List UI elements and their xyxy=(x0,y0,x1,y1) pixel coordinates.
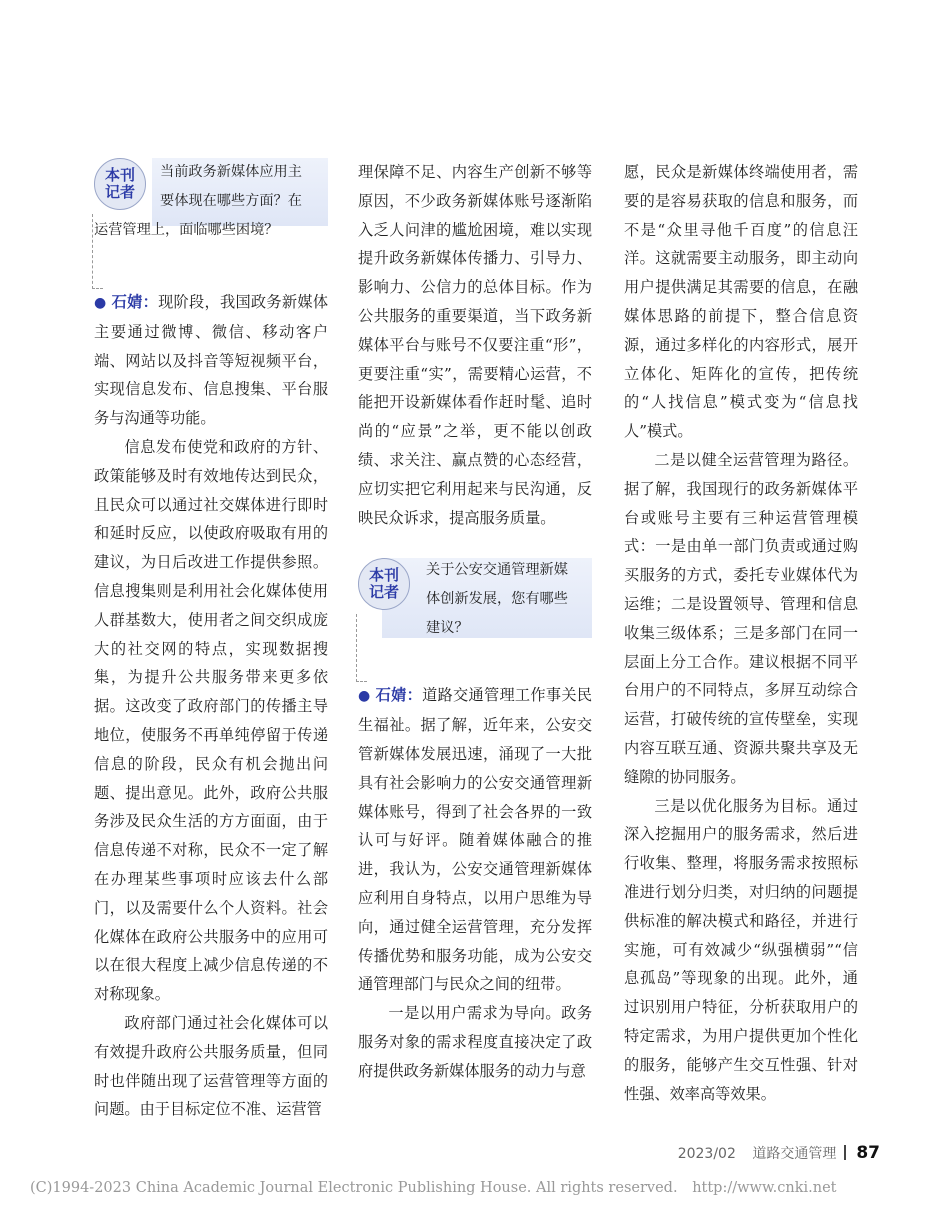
question-line: 体创新发展，您有哪些 xyxy=(426,591,568,608)
answer-paragraph xyxy=(358,681,592,999)
question-line: 要体现在哪些方面？在 xyxy=(160,192,302,209)
body-paragraph: 政府部门通过社会化媒体可以有效提升政府公共服务质量，但同时也伴随出现了运营管理等方面的问题。由于目标定位不准、运营管 xyxy=(94,1013,328,1119)
question-text xyxy=(358,556,592,642)
column-1 xyxy=(94,158,328,1124)
bullet-icon: ● xyxy=(94,295,107,311)
answer-text: 现阶段，我国政务新媒体主要通过微博、微信、移动客户端、网站以及抖音等短视频平台，实现信息发布、信息搜集、平台服务与沟通等功能。 xyxy=(94,293,329,428)
footer-divider xyxy=(844,1145,846,1160)
column-3 xyxy=(624,158,858,1108)
issue-number: 2023/02 xyxy=(677,1146,736,1162)
reporter-badge: 本刊 记者 xyxy=(94,158,146,210)
body-paragraph: 愿，民众是新媒体终端使用者，需要的是容易获取的信息和服务，而不是“众里寻他千百度”的信息汪洋。这就需要主动服务，即主动向用户提供满足其需要的信息，在融媒体思路的前提下，整合信息资源，通过多样化的内容形式，展开立体化、矩阵化的宣传，把传统的“人找信息”模式变为“信息找人”模式。 xyxy=(624,163,858,441)
question-line: 关于公安交通管理新媒 xyxy=(426,562,568,579)
bullet-icon: ● xyxy=(358,688,371,705)
answer-text: 道路交通管理工作事关民生福祉。据了解，近年来，公安交管新媒体发展迅速，涌现了一大批具有社会影响力的公安交通管理新媒体账号，得到了社会各界的一致认可与好评。随着媒体融合的推进，我认为，公安交通管理新媒体应利用自身特点，以用户思维为导向，通过健全运营管理，充分发挥传播优势和服务功能，成为公安交通管理部门与民众之间的纽带。 xyxy=(358,686,593,994)
body-paragraph: 理保障不足、内容生产创新不够等原因，不少政务新媒体账号逐渐陷入乏人问津的尴尬困境，难以实现提升政务新媒体传播力、引导力、影响力、公信力的总体目标。作为公共服务的重要渠道，当下政务新媒体平台与账号不仅要注重“形”，更要注重“实”，需要精心运营，不能把开设新媒体看作赶时髦、追时尚的“应景”之举，更不能以创政绩、求关注、赢点赞的心态经营，应切实把它利用起来与民沟通，反映民众诉求，提高服务质量。 xyxy=(358,163,592,527)
interview-question-2 xyxy=(358,546,592,681)
question-line: 当前政务新媒体应用主 xyxy=(160,164,302,180)
body-paragraph: 一是以用户需求为导向。政务服务对象的需求程度直接决定了政府提供政务新媒体服务的动力与意 xyxy=(358,1004,592,1080)
interview-question-1 xyxy=(94,158,328,288)
connector-line xyxy=(92,214,103,289)
question-line: 建议？ xyxy=(426,619,469,636)
page-footer xyxy=(678,1143,880,1163)
copyright-text: (C)1994-2023 China Academic Journal Electronic Publishing House. All rights reserved. xyxy=(30,1180,678,1196)
body-paragraph: 信息发布使党和政府的方针、政策能够及时有效地传达到民众，且民众可以通过社交媒体进行即时和延时反应，以使政府吸取有用的建议，为日后改进工作提供参照。信息搜集则是利用社会化媒体使用人群基数大，使用者之间交织成庞大的社交网的特点，实现数据搜集，为提升公共服务带来更多依据。这改变了政府部门的传播主导地位，使服务不再单纯停留于传递信息的阶段，民众有机会抛出问题、提出意见。此外，政府公共服务涉及民众生活的方方面面，由于信息传递不对称，民众不一定了解在办理某些事项时应该去什么部门，以及需要什么个人资料。社会化媒体在政府公共服务中的应用可以在很大程度上减少信息传递的不对称现象。 xyxy=(94,437,328,1004)
column-2 xyxy=(358,158,592,1086)
copyright-url[interactable]: http://www.cnki.net xyxy=(692,1180,837,1196)
question-line: 运营管理上，面临哪些困境？ xyxy=(94,221,279,238)
answer-paragraph xyxy=(94,288,328,433)
question-text xyxy=(94,158,328,244)
answer-speaker: 石婧： xyxy=(111,293,159,311)
copyright-notice xyxy=(30,1180,930,1196)
journal-name: 道路交通管理 xyxy=(752,1146,837,1162)
answer-speaker: 石婧： xyxy=(375,686,423,705)
body-paragraph: 二是以健全运营管理为路径。据了解，我国现行的政务新媒体平台或账号主要有三种运营管理模式：一是由单一部门负责或通过购买服务的方式，委托专业媒体代为运维；二是设置领导、管理和信息收集三级体系；三是多部门在同一层面上分工合作。建议根据不同平台用户的不同特点，多屏互动综合运营，打破传统的宣传壁垒，实现内容互联互通、资源共聚共享及无缝隙的协同服务。 xyxy=(624,450,858,786)
page-number: 87 xyxy=(856,1143,880,1163)
body-paragraph: 三是以优化服务为目标。通过深入挖掘用户的服务需求，然后进行收集、整理，将服务需求按照标准进行划分归类，对归纳的问题提供标准的解决模式和路径，并进行实施，可有效减少“纵强横弱”“信息孤岛”等现象的出现。此外，通过识别用户特征，分析获取用户的特定需求，为用户提供更加个性化的服务，能够产生交互性强、针对性强、效率高等效果。 xyxy=(624,796,858,1103)
reporter-badge: 本刊 记者 xyxy=(358,558,410,610)
connector-line xyxy=(356,614,367,682)
